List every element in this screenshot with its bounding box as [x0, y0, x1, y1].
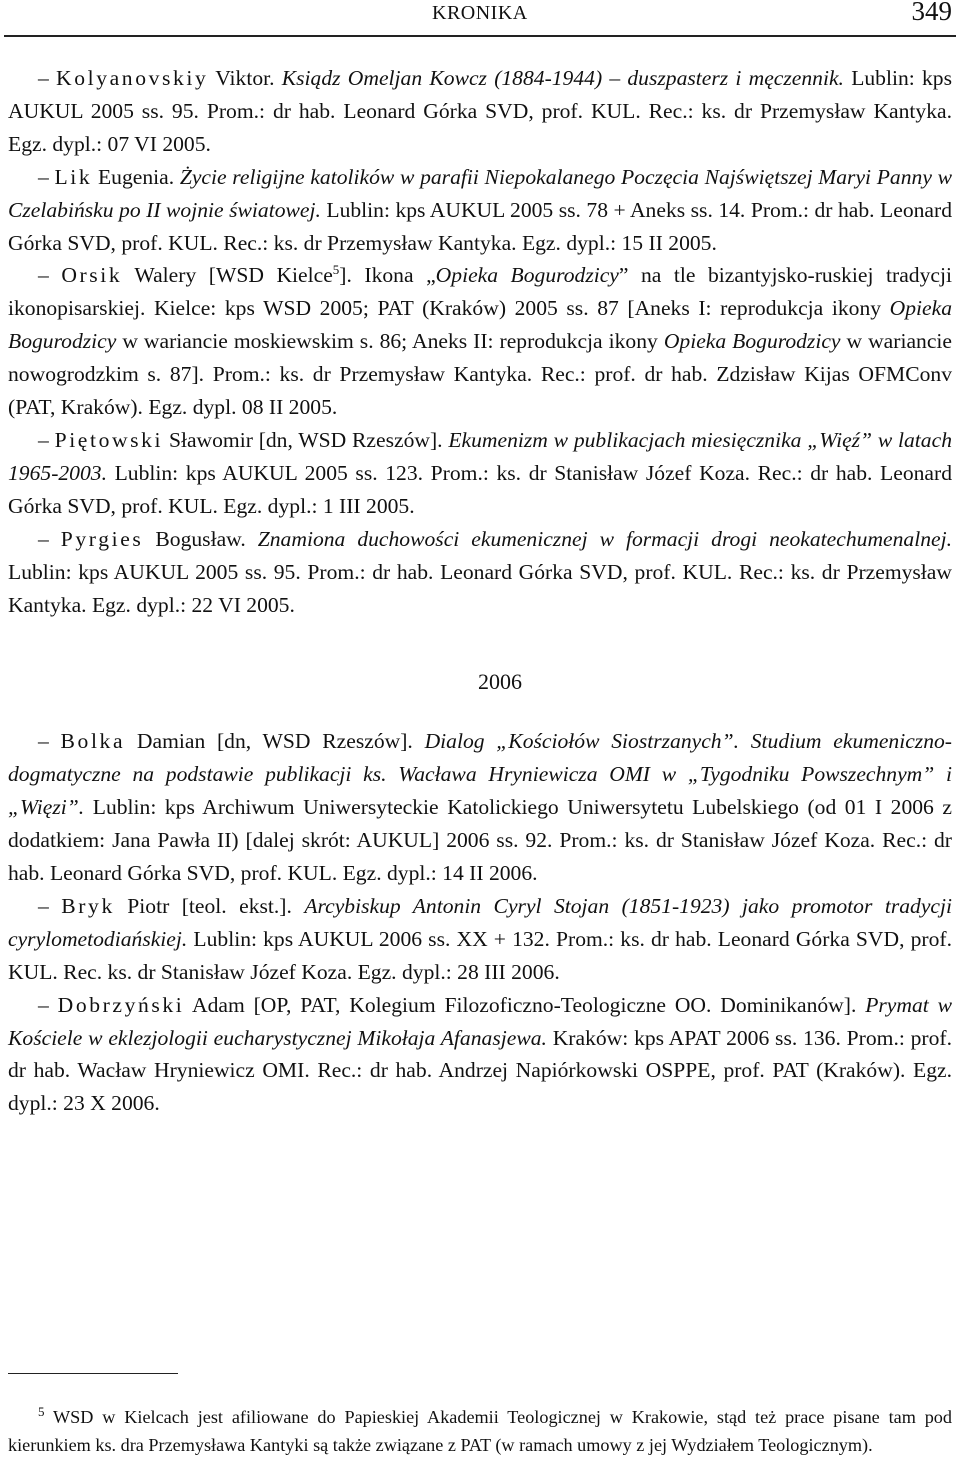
entry-bryk: – Bryk Piotr [teol. ekst.]. Arcybiskup Antonin Cyryl Stojan (1851-1923) jako promotor tradycji cyrylometodiańskiej. Lublin: kps AUKUL 2006 ss. XX + 132. Prom.: ks. dr hab. Leonard Górka SVD, prof. KUL. Rec. ks. dr Stanisław Józef Koza. Egz. dypl.: 28 III 2006. — [8, 893, 952, 984]
author-surname: Kolyanovskiy — [56, 66, 209, 90]
page-body — [8, 62, 952, 1120]
thesis-title: Prymat w Kościele w eklezjologii eucharystycznej Mikołaja Afanasjewa. — [8, 992, 952, 1050]
author-surname: Dobrzyński — [57, 992, 185, 1017]
entry-bolka: – Bolka Damian [dn, WSD Rzeszów]. Dialog „Kościołów Siostrzanych”. Studium ekumeniczno-dogmatyczne na podstawie publikacji ks. Wacława Hryniewicza OMI w „Tygodniku Powszechnym” i „Więzi”. Lublin: kps Archiwum Uniwersyteckie Katolickiego Uniwersytetu Lubelskiego (od 01 I 2006 z dodatkiem: Jana Pawła II) [dalej skrót: AUKUL] 2006 ss. 92. Prom.: ks. dr Stanisław Józef Koza. Rec.: dr hab. Leonard Górka SVD, prof. KUL. Egz. dypl.: 14 II 2006. — [8, 729, 952, 886]
footnote — [8, 1403, 952, 1459]
thesis-title: Znamiona duchowości ekumenicznej w formacji drogi neokatechumenalnej. — [257, 526, 952, 551]
entry-dobrzynski: – Dobrzyński Adam [OP, PAT, Kolegium Filozoficzno-Teologiczne OO. Dominikanów]. Prymat w Kościele w eklezjologii eucharystycznej Mikołaja Afanasjewa. Kraków: kps APAT 2006 ss. 136. Prom.: prof. dr hab. Wacław Hryniewicz OMI. Rec.: dr hab. Andrzej Napiórkowski OSPPE, prof. PAT (Kraków). Egz. dypl.: 23 X 2006. — [8, 992, 953, 1116]
thesis-title: Arcybiskup Antonin Cyryl Stojan (1851-1923) jako promotor tradycji cyrylometodiańskiej. — [8, 893, 952, 951]
thesis-title: Dialog „Kościołów Siostrzanych”. Studium ekumeniczno-dogmatyczne na podstawie publikacji ks. Wacława Hryniewicza OMI w „Tygodniku Powszechnym” i „Więzi”. — [8, 729, 952, 820]
thesis-title: Życie religijne katolików w parafii Niepokalanego Poczęcia Najświętszej Maryi Panny w Czelabińsku po II wojnie światowej. — [8, 164, 952, 222]
header-rule — [4, 35, 956, 37]
footnote-rule — [8, 1373, 178, 1374]
author-surname: Lik — [54, 164, 93, 189]
page-number: 349 — [911, 0, 952, 26]
footnote-text: WSD w Kielcach jest afiliowane do Papieskiej Akademii Teologicznej w Krakowie, stąd też prace pisane tam pod kierunkiem ks. dra Przemysława Kantyki są także związane z PAT (w ramach umowy z jej Wydziałem Teologicznym). — [8, 1407, 952, 1456]
icon-title: Opieka Bogurodzicy — [8, 296, 952, 354]
entry-orsik: – Orsik Walery [WSD Kielce$^5$]. Ikona „Opieka Bogurodzicy” na tle bizantyjsko-ruskiej tradycji ikonopisarskiej. Kielce: kps WSD 2005; PAT (Kraków) 2005 ss. 87 [Aneks I: reprodukcja ikony Opieka Bogurodzicy w wariancie moskiewskim s. 86; Aneks II: reprodukcja ikony Opieka Bogurodzicy w wariancie nowogrodzkim s. 87]. Prom.: ks. dr Przemysław Kantyka. Rec.: prof. dr hab. Zdzisław Kijas OFMConv (PAT, Kraków). Egz. dypl. 08 II 2005. — [8, 262, 953, 420]
author-surname: Pyrgies — [60, 526, 144, 551]
author-surname: Bryk — [61, 893, 115, 918]
thesis-title: Opieka Bogurodzicy — [435, 263, 619, 288]
entry-pietowski: – Piętowski Sławomir [dn, WSD Rzeszów]. Ekumenizm w publikacjach miesięcznika „Więź” w latach 1965-2003. Lublin: kps AUKUL 2005 ss. 123. Prom.: ks. dr Stanisław Józef Koza. Rec.: dr hab. Leonard Górka SVD, prof. KUL. Egz. dypl.: 1 III 2005. — [8, 427, 952, 518]
author-surname: Piętowski — [54, 427, 164, 452]
page-header — [0, 0, 960, 36]
year-heading: 2006 — [478, 669, 522, 695]
footnote-marker: 5 — [332, 262, 340, 278]
entry-pyrgies: – Pyrgies Bogusław. Znamiona duchowości ekumenicznej w formacji drogi neokatechumenalnej. Lublin: kps AUKUL 2005 ss. 95. Prom.: dr hab. Leonard Górka SVD, prof. KUL. Rec.: ks. dr Przemysław Kantyka. Egz. dypl.: 22 VI 2005. — [8, 526, 952, 617]
thesis-title: Ksiądz Omeljan Kowcz (1884-1944) – duszpasterz i męczennik. — [281, 66, 844, 90]
thesis-title: Ekumenizm w publikacjach miesięcznika „Więź” w latach 1965-2003. — [8, 427, 952, 485]
author-surname: Bolka — [60, 729, 126, 754]
icon-title: Opieka Bogurodzicy — [663, 329, 841, 354]
entry-kolyanovskiy: – Kolyanovskiy Viktor. Ksiądz Omeljan Kowcz (1884-1944) – duszpasterz i męczennik. Lublin: kps AUKUL 2005 ss. 95. Prom.: dr hab. Leonard Górka SVD, prof. KUL. Rec.: ks. dr Przemysław Kantyka. Egz. dypl.: 07 VI 2005. — [8, 66, 952, 156]
running-title: KRONIKA — [432, 2, 528, 24]
author-surname: Orsik — [61, 263, 123, 288]
footnote-number: 5 — [38, 1404, 45, 1420]
entry-lik: – Lik Eugenia. Życie religijne katolików w parafii Niepokalanego Poczęcia Najświętszej Maryi Panny w Czelabińsku po II wojnie światowej. Lublin: kps AUKUL 2005 ss. 78 + Aneks ss. 14. Prom.: dr hab. Leonard Górka SVD, prof. KUL. Rec.: ks. dr Przemysław Kantyka. Egz. dypl.: 15 II 2005. — [8, 164, 952, 255]
